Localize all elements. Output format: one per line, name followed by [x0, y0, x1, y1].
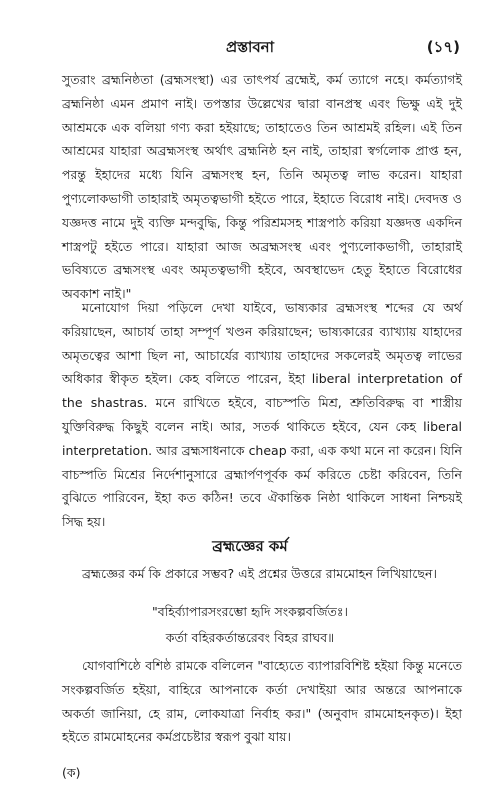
page-number: (১৭)	[426, 38, 460, 56]
paragraph-block-3	[62, 562, 462, 586]
paragraph-block-2	[62, 296, 462, 534]
page-header	[40, 36, 460, 62]
running-title: প্রস্তাবনা	[226, 38, 274, 56]
paragraph: মনোযোগ দিয়া পড়িলে দেখা যাইবে, ভাষ্যকার ব্রহ্মসংস্থ শব্দের যে অর্থ করিয়াছেন, আচার্য তাহা সম্পূর্ণ খণ্ডন করিয়াছেন; ভাষ্যকারের ব্যাখ্যায় যাহাদের অমৃতত্বের আশা ছিল না, আচার্যের ব্যাখ্যায় তাহাদের সকলেরই অমৃতত্ব লাভের অধিকার স্বীকৃত হইল। কেহ বলিতে পারেন, ইহা liberal interpretation of the shastras. মনে রাখিতে হইবে, বাচস্পতি মিশ্র, শ্রুতিবিরুদ্ধ বা শাস্ত্রীয় যুক্তিবিরুদ্ধ কিছুই বলেন নাই। আর, সতর্ক থাকিতে হইবে, যেন কেহ liberal interpretation. আর ব্রহ্মসাধনাকে cheap করা, এক কথা মনে না করেন। যিনি বাচস্পতি মিশ্রের নির্দেশানুসারে ব্রহ্মার্পণপূর্বক কর্ম করিতে চেষ্টা করিবেন, তিনি বুঝিতে পারিবেন, ইহা কত কঠিন! তবে ঐকান্তিক নিষ্ঠা থাকিলে সাধনা নিশ্চয়ই সিদ্ধ হয়।	[62, 300, 462, 530]
paragraph: ব্রহ্মজ্ঞের কর্ম কি প্রকারে সম্ভব? এই প্রশ্নের উত্তরে রামমোহন লিখিয়াছেন।	[82, 566, 437, 581]
paragraph-block-4	[62, 654, 462, 749]
section-heading: ব্রহ্মজ্ঞের কর্ম	[212, 537, 288, 555]
paragraph: যোগবাশিষ্ঠে বশিষ্ঠ রামকে বলিলেন "বাহ্যেতে ব্যাপারবিশিষ্ট হইয়া কিন্তু মনেতে সংকল্পবর্জিত হইয়া, বাহিরে আপনাকে কর্তা দেখাইয়া আর অন্তরে আপনাকে অকর্তা জানিয়া, হে রাম, লোকযাত্রা নির্বাহ কর।" (অনুবাদ রামমোহনকৃত)। ইহা হইতে রামমোহনের কর্মপ্রচেষ্টার স্বরূপ বুঝা যায়।	[62, 658, 462, 745]
signature-mark: (ক)	[62, 765, 81, 780]
paragraph-block-1	[62, 68, 462, 306]
verse-line-1: "বহির্ব্যাপারসংরম্ভো হৃদি সংকল্পবর্জিতঃ।	[151, 604, 349, 619]
verse-line-2: কর্তা বহিরকর্তান্তরেবং বিহর রাঘব॥	[165, 630, 335, 645]
paragraph: সুতরাং ব্রহ্মনিষ্ঠতা (ব্রহ্মসংস্থা) এর তাৎপর্য ব্রহ্মেই, কর্ম ত্যাগে নহে। কর্মত্যাগই ব্রহ্মনিষ্ঠা এমন প্রমাণ নাই। তপস্তার উল্লেখের দ্বারা বানপ্রস্থ এবং ভিক্ষু এই দুই আশ্রমকে এক বলিয়া গণ্য করা হইয়াছে; তাহাতেও তিন আশ্রমই রহিল। এই তিন আশ্রমের যাহারা অব্রহ্মসংস্থ অর্থাৎ ব্রহ্মনিষ্ঠ হন নাই, তাহারা স্বর্গলোক প্রাপ্ত হন, পরন্তু ইহাদের মধ্যে যিনি ব্রহ্মসংস্থ হন, তিনি অমৃতত্ব লাভ করেন। যাহারা পুণ্যলোকভাগী তাহারাই অমৃতত্বভাগী হইতে পারে, ইহাতে বিরোধ নাই। দেবদত্ত ও যজ্ঞদত্ত নামে দুই ব্যক্তি মন্দবুদ্ধি, কিন্তু পরিশ্রমসহ শাস্ত্রপাঠ করিয়া যজ্ঞদত্ত একদিন শাস্ত্রপটু হইতে পারে। যাহারা আজ অব্রহ্মসংস্থ এবং পুণ্যলোকভাগী, তাহারাই ভবিষ্যতে ব্রহ্মসংস্থ এবং অমৃতত্বভাগী হইবে, অবস্থাভেদ হেতু ইহাতে বিরোধের অবকাশ নাই।"	[62, 72, 462, 302]
